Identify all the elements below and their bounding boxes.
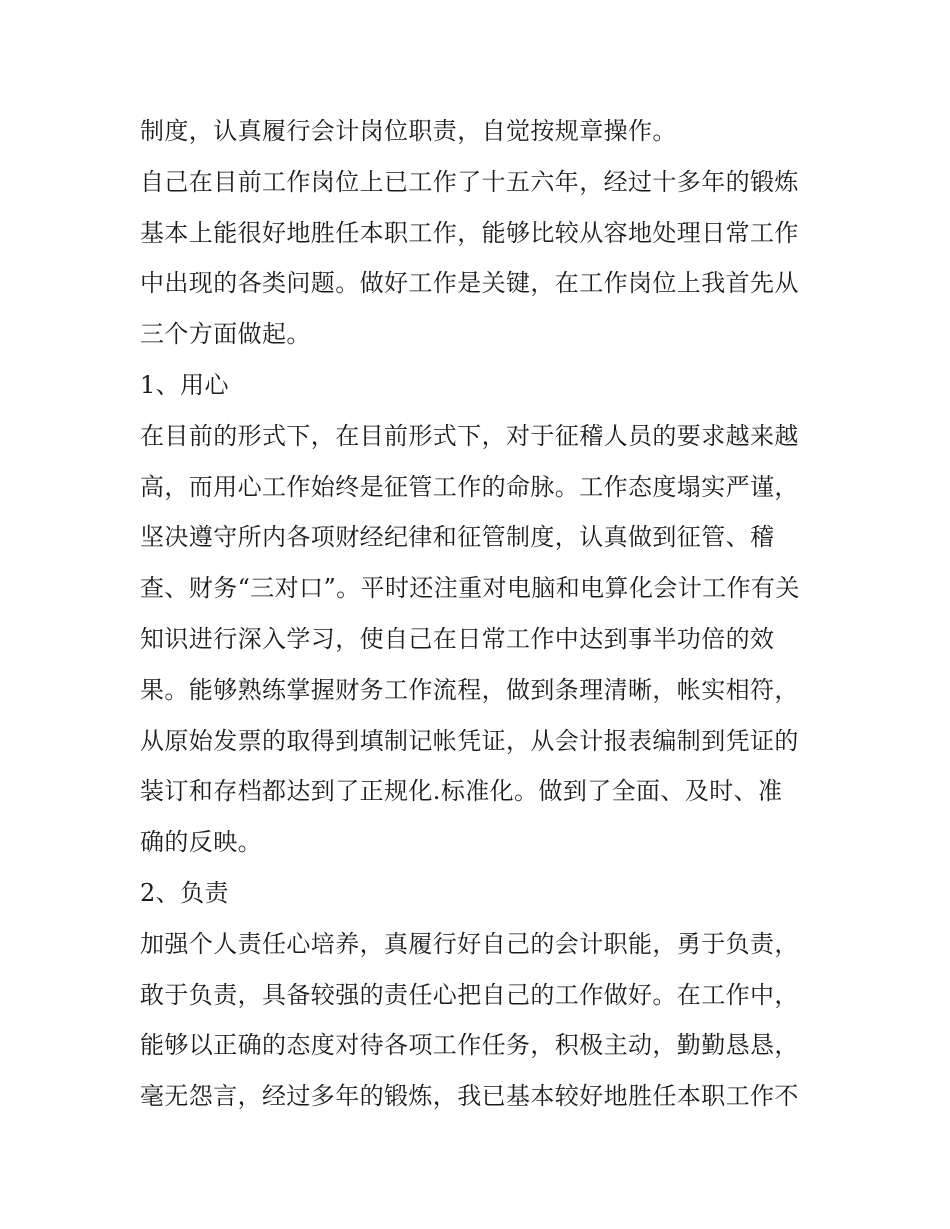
section-heading-2: 2、负责 (140, 878, 229, 907)
text-line: 能够以正确的态度对待各项工作任务，积极主动，勤勤恳恳， (140, 1031, 799, 1060)
text-line: 在目前的形式下，在目前形式下，对于征稽人员的要求越来越 (140, 421, 799, 450)
text-line: 毫无怨言，经过多年的锻炼，我已基本较好地胜任本职工作不 (140, 1082, 799, 1111)
text-line: 装订和存档都达到了正规化.标准化。做到了全面、及时、准 (140, 777, 783, 806)
text-line: 查、财务“三对口”。平时还注重对电脑和电算化会计工作有关 (140, 574, 800, 603)
text-line: 从原始发票的取得到填制记帐凭证，从会计报表编制到凭证的 (140, 726, 799, 755)
text-line: 知识进行深入学习，使自己在日常工作中达到事半功倍的效 (140, 624, 775, 653)
text-line: 制度，认真履行会计岗位职责，自觉按规章操作。 (140, 117, 677, 145)
text-line: 敢于负责，具备较强的责任心把自己的工作做好。在工作中， (140, 980, 799, 1009)
text-line: 坚决遵守所内各项财经纪律和征管制度，认真做到征管、稽 (140, 523, 775, 552)
text-line: 果。能够熟练掌握财务工作流程，做到条理清晰，帐实相符， (140, 675, 799, 704)
text-line: 基本上能很好地胜任本职工作，能够比较从容地处理日常工作 (140, 218, 799, 247)
text-line: 中出现的各类问题。做好工作是关键，在工作岗位上我首先从 (140, 269, 799, 298)
document-body (140, 106, 820, 1122)
text-line: 三个方面做起。 (140, 320, 311, 349)
text-line: 加强个人责任心培养，真履行好自己的会计职能，勇于负责， (140, 929, 799, 958)
text-line: 高，而用心工作始终是征管工作的命脉。工作态度塌实严谨， (140, 472, 799, 501)
text-line: 自己在目前工作岗位上已工作了十五六年，经过十多年的锻炼 (140, 167, 799, 196)
section-heading-1: 1、用心 (140, 370, 229, 399)
text-line: 确的反映。 (140, 828, 262, 857)
